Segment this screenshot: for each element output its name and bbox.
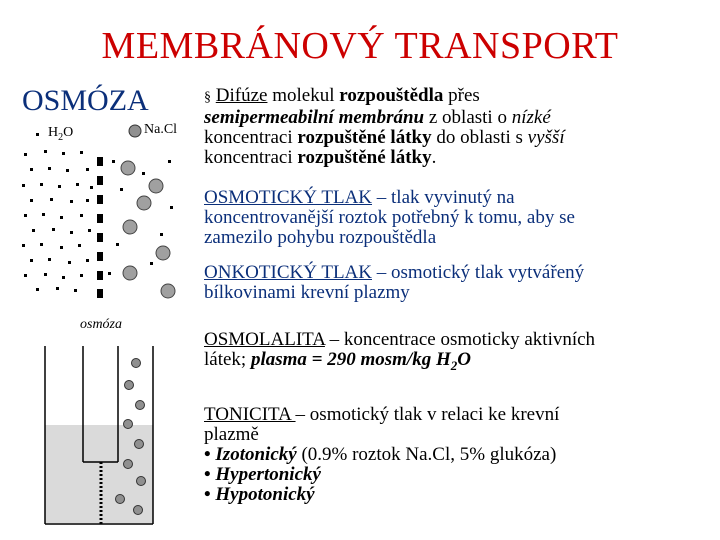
membrane-top xyxy=(97,157,103,298)
osmoticky-text: – tlak vyvinutý na xyxy=(372,187,515,208)
difuze-text: přes xyxy=(443,85,480,106)
difuze-low: nízké xyxy=(511,107,551,128)
tonicita-term: TONICITA xyxy=(204,404,296,425)
tonicita-item-text: (0.9% roztok Na.Cl, 5% glukóza) xyxy=(296,444,557,465)
water-molecule-legend xyxy=(36,133,39,136)
tonicita-item-name: Izotonický xyxy=(215,444,297,465)
plasma-osmolality-end: O xyxy=(457,349,471,370)
difuze-line-3 xyxy=(204,128,565,148)
difuze-solute: rozpuštěné látky xyxy=(297,127,432,148)
osmoticky-line-2: koncentrovanější roztok potřebný k tomu, aby se xyxy=(204,207,575,228)
osmolalita-line-1 xyxy=(204,330,595,350)
difuze-high: vyšší xyxy=(527,127,565,148)
difuze-text: . xyxy=(431,147,437,168)
difuze-line-4 xyxy=(204,148,565,168)
tonicita-item-hypertonicky xyxy=(204,465,559,485)
osmoza-heading: OSMÓZA xyxy=(22,84,149,117)
difuze-text: koncentraci xyxy=(204,127,298,148)
tonicita-item-izotonicky xyxy=(204,445,559,465)
water-label-subscript: 2 xyxy=(58,131,64,143)
bullet-icon: § xyxy=(204,90,211,105)
osmoticky-line-1 xyxy=(204,188,575,208)
salt-particles-top xyxy=(121,161,175,298)
bullet-icon: • xyxy=(204,444,216,465)
tonicita-line-1 xyxy=(204,405,559,425)
difuze-text: z oblasti o xyxy=(424,107,512,128)
osmolalita-text: – koncentrace osmoticky aktivních xyxy=(324,329,596,350)
page-title: MEMBRÁNOVÝ TRANSPORT xyxy=(101,25,619,67)
tonicita-block xyxy=(204,405,559,505)
difuze-line-1 xyxy=(204,86,565,108)
tonicita-item-name: Hypertonický xyxy=(215,464,321,485)
bullet-icon: • xyxy=(204,484,216,505)
onkoticky-block xyxy=(204,263,584,303)
u-tube xyxy=(45,346,153,524)
onkoticky-term: ONKOTICKÝ TLAK xyxy=(204,262,372,283)
water-label-prefix: H xyxy=(48,125,59,140)
difuze-solvent: rozpouštědla xyxy=(339,85,444,106)
onkoticky-line-2: bílkovinami krevní plazmy xyxy=(204,282,410,303)
bullet-icon: • xyxy=(204,464,216,485)
osmosis-caption: osmóza xyxy=(80,317,123,332)
osmoticky-block xyxy=(204,188,575,248)
difuze-text: molekul xyxy=(267,85,340,106)
difuze-text: koncentraci xyxy=(204,147,298,168)
plasma-osmolality: plasma = 290 mosm/kg H xyxy=(250,349,451,370)
onkoticky-line-1 xyxy=(204,263,584,283)
plasma-osmolality-sub: 2 xyxy=(450,357,458,373)
tonicita-item-name: Hypotonický xyxy=(215,484,315,505)
salt-label: Na.Cl xyxy=(144,122,178,137)
tonicita-line-2: plazmě xyxy=(204,424,259,445)
difuze-solute: rozpuštěné látky xyxy=(297,147,432,168)
osmoticky-term: OSMOTICKÝ TLAK xyxy=(204,187,373,208)
salt-particle-legend xyxy=(129,125,141,137)
osmoticky-line-3: zamezilo pohybu rozpouštědla xyxy=(204,227,437,248)
difuze-term: Difúze xyxy=(215,85,268,106)
osmolalita-block xyxy=(204,330,595,376)
tonicita-text: – osmotický tlak v relaci ke krevní xyxy=(295,404,560,425)
difuze-text: do oblasti s xyxy=(431,127,528,148)
tonicita-item-hypotonicky xyxy=(204,485,559,505)
difuze-line-2 xyxy=(204,108,565,128)
osmolalita-line-2 xyxy=(204,350,595,376)
onkoticky-text: – osmotický tlak vytvářený xyxy=(372,262,585,283)
water-label-suffix: O xyxy=(63,125,74,140)
osmolalita-term: OSMOLALITA xyxy=(204,329,325,350)
difuze-block xyxy=(204,86,565,168)
osmolalita-text: látek; xyxy=(204,349,251,370)
difuze-membrane: semipermeabilní membránu xyxy=(204,107,425,128)
